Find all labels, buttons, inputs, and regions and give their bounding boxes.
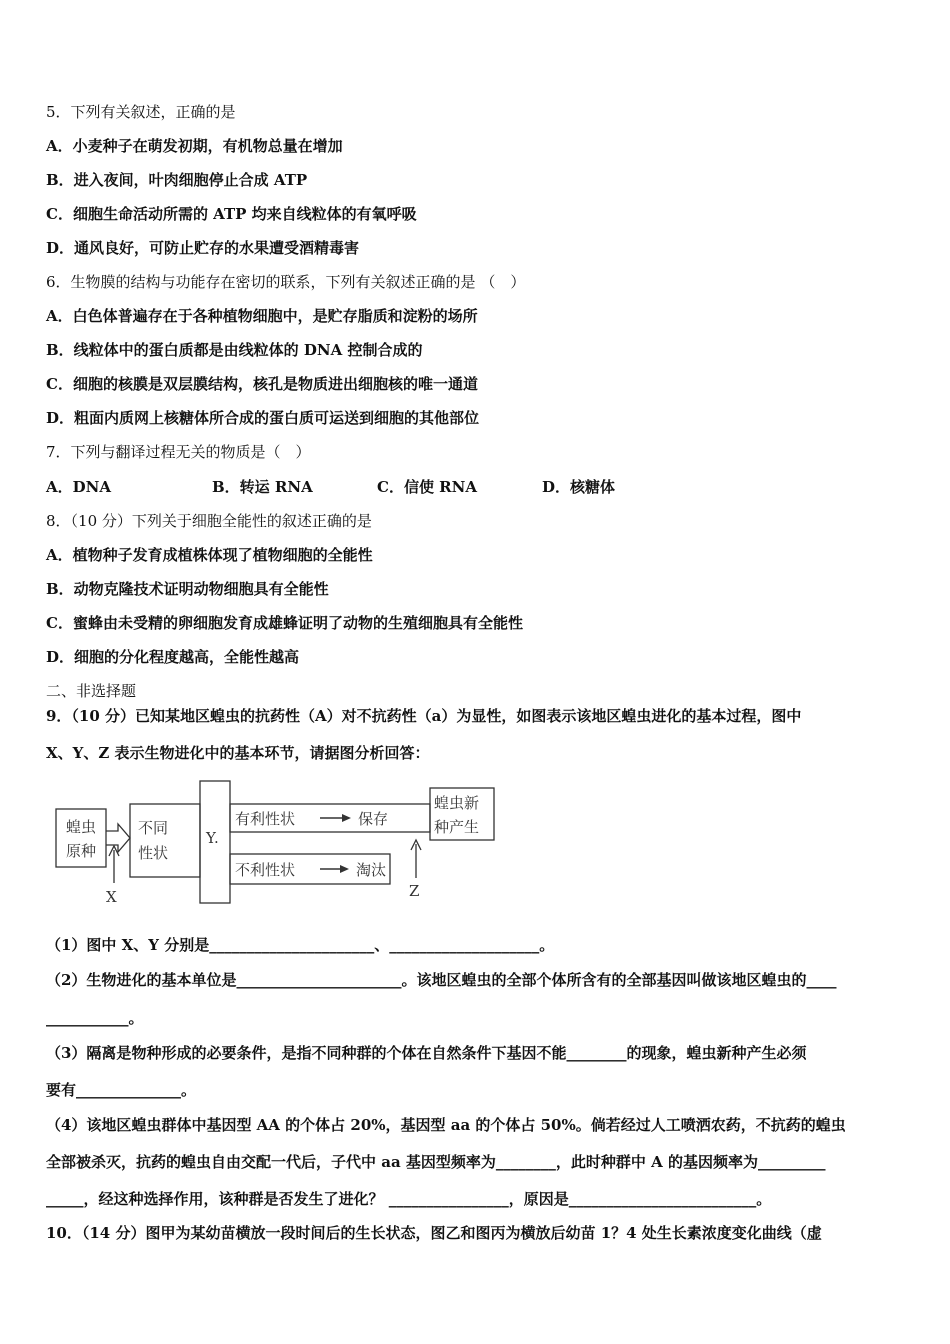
- q9-stem-line1: 9．（10 分）已知某地区蝗虫的抗药性（A）对不抗药性（a）为显性，如图表示该地区蝗虫进化的基本过程，图中: [46, 707, 802, 725]
- eliminate-label: 淘汰: [356, 861, 387, 879]
- q6-option-d: D．粗面内质网上核糖体所合成的蛋白质可运送到细胞的其他部位: [46, 409, 480, 427]
- q9-sub4-line2: 全部被杀灭，抗药的蝗虫自由交配一代后，子代中 aa 基因型频率为________，此时种群中 A 的基因频率为_________: [46, 1153, 826, 1171]
- different-traits-label-2: 性状: [138, 844, 169, 862]
- x-label: X: [106, 888, 117, 906]
- favorable-trait-label: 有利性状: [235, 810, 296, 828]
- q9-sub2-line2: ___________。: [46, 1009, 144, 1027]
- q5-option-b: B．进入夜间，叶肉细胞停止合成 ATP: [46, 171, 308, 189]
- q7-option-c: C．信使 RNA: [377, 478, 477, 496]
- q5-option-d: D．通风良好，可防止贮存的水果遭受酒精毒害: [46, 239, 360, 257]
- different-traits-box: [130, 804, 200, 877]
- q9-sub2-line1: （2）生物进化的基本单位是______________________。该地区蝗虫的全部个体所含有的全部基因叫做该地区蝗虫的____: [46, 971, 837, 989]
- new-species-label-1: 蝗虫新: [434, 794, 480, 812]
- different-traits-label-1: 不同: [138, 819, 169, 837]
- q5-option-c: C．细胞生命活动所需的 ATP 均来自线粒体的有氧呼吸: [46, 205, 417, 223]
- favorable-arrow-head-icon: [342, 814, 351, 822]
- q6-option-c: C．细胞的核膜是双层膜结构，核孔是物质进出细胞核的唯一通道: [46, 375, 478, 393]
- y-label: Y.: [206, 829, 219, 847]
- z-label: Z: [409, 882, 420, 900]
- q8-option-a: A．植物种子发育成植株体现了植物细胞的全能性: [46, 546, 373, 564]
- q10-stem: 10．（14 分）图甲为某幼苗横放一段时间后的生长状态，图乙和图丙为横放后幼苗 1？4 处生长素浓度变化曲线（虚: [46, 1224, 822, 1242]
- q7-option-b: B．转运 RNA: [212, 478, 313, 496]
- section-title: 二、非选择题: [46, 682, 137, 700]
- q5-option-a: A．小麦种子在萌发初期，有机物总量在增加: [46, 137, 343, 155]
- hollow-arrow-icon: [106, 824, 130, 852]
- preserve-label: 保存: [358, 810, 389, 828]
- q7-option-a: A．DNA: [46, 478, 111, 496]
- q6-stem: 6．生物膜的结构与功能存在密切的联系，下列有关叙述正确的是 （ ）: [46, 273, 526, 291]
- q7-stem: 7．下列与翻译过程无关的物质是（ ）: [46, 443, 311, 461]
- q8-stem: 8．（10 分）下列关于细胞全能性的叙述正确的是: [46, 512, 372, 530]
- q9-sub4-line1: （4）该地区蝗虫群体中基因型 AA 的个体占 20%，基因型 aa 的个体占 50%。倘若经过人工喷洒农药，不抗药的蝗虫: [46, 1116, 846, 1134]
- unfavorable-arrow-head-icon: [340, 865, 349, 873]
- q9-sub1: （1）图中 X、Y 分别是______________________、____________________。: [46, 936, 555, 954]
- q8-option-d: D．细胞的分化程度越高，全能性越高: [46, 648, 300, 666]
- q9-sub3-line2: 要有______________。: [46, 1081, 197, 1099]
- q9-stem-line2: X、Y、Z 表示生物进化中的基本环节，请据图分析回答：: [46, 744, 430, 762]
- q6-option-a: A．白色体普遍存在于各种植物细胞中，是贮存脂质和淀粉的场所: [46, 307, 478, 325]
- q7-option-d: D．核糖体: [542, 478, 616, 496]
- new-species-label-2: 种产生: [434, 818, 480, 836]
- q5-stem: 5．下列有关叙述，正确的是: [46, 103, 236, 121]
- original-species-label-1: 蝗虫: [66, 818, 97, 836]
- q8-option-b: B．动物克隆技术证明动物细胞具有全能性: [46, 580, 329, 598]
- q9-sub4-line3: _____，经这种选择作用，该种群是否发生了进化？ ________________，原因是_________________________。: [46, 1190, 772, 1208]
- q8-option-c: C．蜜蜂由未受精的卵细胞发育成雄蜂证明了动物的生殖细胞具有全能性: [46, 614, 523, 632]
- evolution-flow-diagram: [52, 778, 502, 908]
- unfavorable-trait-label: 不利性状: [235, 861, 296, 879]
- q9-sub3-line1: （3）隔离是物种形成的必要条件，是指不同种群的个体在自然条件下基因不能________的现象，蝗虫新种产生必须: [46, 1044, 807, 1062]
- q6-option-b: B．线粒体中的蛋白质都是由线粒体的 DNA 控制合成的: [46, 341, 423, 359]
- original-species-label-2: 原种: [66, 842, 97, 860]
